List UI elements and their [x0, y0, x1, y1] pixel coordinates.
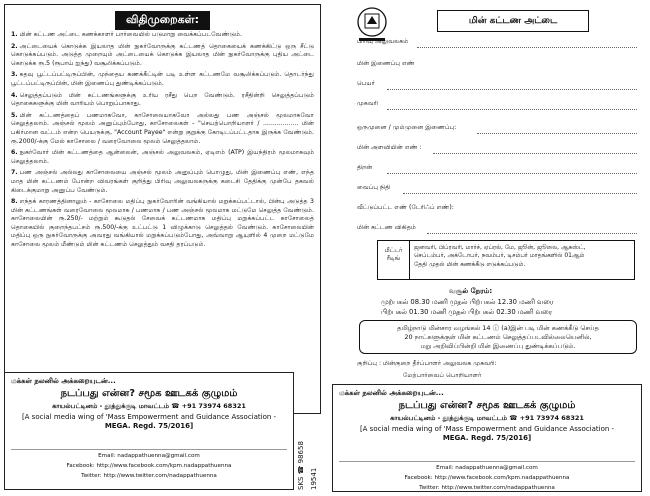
rule-number: 7.	[11, 169, 18, 177]
field-label: வீட்டுப்பட்ட எண் (டேரிஃப் எண்):	[357, 204, 454, 211]
note-label: குறிப்பு :	[357, 360, 382, 367]
rule-text: மின் கட்டண அட்டை கணக்காளர் பார்வையில் படுமாறு வைக்கப்படவேண்டும்.	[19, 31, 242, 38]
field-address	[357, 100, 637, 108]
rule-item	[11, 198, 314, 250]
rule-number: 3.	[11, 71, 18, 79]
disconnection-notice	[359, 320, 637, 354]
meter-reading-label: மீட்டர் ரீடிங்	[378, 241, 410, 279]
field-street-house	[357, 204, 637, 212]
promo-twitter: Twitter: http://www.twitter.com/nadappathuenna	[419, 485, 555, 491]
hours-title: வசூல் நேரம்:	[449, 287, 493, 295]
field-name	[357, 80, 637, 88]
rule-text: அட்டையைக் கொடுக்க இயலாத மின் நுகர்வோருக்கு கட்டணத் தொகையைக் கணக்கிட்டு ஒரு சீட்டு கொடுக்கப்படும். அடுத்த முறையும் அட்டையைக் கொடுக்க இயலாத மின் நுகர்வோருக்கு புதிய அட்டை கொடுக்க ரூ.5 (ரூபாய் ஐந்து) வசூலிக்கப்படும்.	[11, 42, 314, 67]
notice-line: தமிழ்நாடு மின்சார வழங்கல் 14 ⓘ (a)இன் படி மின் கணக்கீடு செய்த	[397, 324, 599, 332]
hours-afternoon: பிற்பகல் 01.30 மணி முதல் பிற்பகல் 02.30 மணி வரை	[381, 308, 553, 316]
rule-number: 6.	[11, 149, 18, 157]
rules-box	[4, 4, 321, 414]
meter-reading-months	[414, 244, 630, 269]
promo-head: மக்கள் நலனில் அக்கறையுடன்...	[11, 377, 116, 385]
field-label: முகவரி	[357, 100, 379, 107]
rule-number: 4.	[11, 91, 18, 99]
promo-reg: MEGA. Regd. 75/2016]	[104, 422, 194, 430]
notice-line: 20 நாட்களுக்குள் மின் கட்டணம் செலுத்தப்படவில்லையெனில்,	[404, 333, 592, 341]
rule-item	[11, 112, 314, 146]
promo-title: நடப்பது என்ன? சமூக ஊடகக் குழுமம்	[60, 388, 238, 399]
field-phase	[357, 124, 637, 132]
meter-reading-line: தேதி முதல் மின் கணக்கீடு எடுக்கப்படும்.	[414, 260, 526, 268]
rules-title-text: விதிமுறைகள்:	[115, 11, 210, 30]
rule-text: பண அஞ்சல் அல்லது காசோலையை அஞ்சல் மூலம் அனுப்பும் பொழுது, மின் இணைப்பு எண், எந்த மாத மின் கட்டணம் போன்ற விவரங்கள் குறித்து பிரிவு அலுவலகருக்கு கடைசி தேதிக்கு முன்பே தகவல் கிடைக்குமாறு அனுப்ப வேண்டும்.	[11, 169, 314, 194]
field-label: வைப்பு நிதி	[357, 184, 391, 191]
notice-line: மறு அறிவிப்பின்றி மின் இணைப்பு துண்டிக்கப்படும்.	[420, 342, 576, 350]
field-label: ஒருமுனை / மும்முனை இணைப்பு:	[357, 124, 457, 131]
field-capacity	[357, 164, 637, 172]
field-label: திறன்	[357, 164, 373, 171]
note-ombudsman	[357, 360, 637, 368]
promo-reg: MEGA. Regd. 75/2016]	[442, 434, 532, 442]
promo-location: காயல்பட்டினம் - தூத்துக்குடி மாவட்டம் ☎ +91 73974 68321	[390, 414, 584, 422]
promo-desc-line: [A social media wing of 'Mass Empowerment and Guidance Association -	[21, 413, 277, 421]
rule-item	[11, 149, 314, 166]
field-section-office	[357, 38, 637, 46]
field-label: மின் இணைப்பு எண்	[357, 60, 415, 67]
note-engineer: மேற்பார்வைப் பொறியாளர்	[403, 372, 482, 379]
promo-head: மக்கள் நலனில் அக்கறையுடன்...	[339, 389, 444, 397]
promo-divider	[11, 449, 287, 450]
rule-number: 8.	[11, 198, 18, 206]
meter-reading-box	[377, 240, 635, 280]
note-text: மின்குறை தீர்ப்பாளர் அலுவலக முகவரி:	[383, 360, 497, 367]
rule-text: நுகர்வோர் மின் கட்டணத்தை ஆன்லைன், அஞ்சல் அலுவலகம், ஏடிஎம் (ATP) இயந்திரம் மூலமாகவும் செலுத்தலாம்.	[11, 149, 314, 165]
field-deposit	[357, 184, 637, 192]
promo-facebook: Facebook: http://www.facebook.com/kpm.nadappathuenna	[66, 463, 232, 469]
rule-item	[11, 31, 314, 40]
bill-card-page	[325, 0, 650, 496]
promo-desc	[5, 413, 293, 431]
promo-box	[332, 384, 642, 492]
field-meter-no	[357, 144, 637, 152]
rules-list	[11, 31, 314, 253]
promo-email: Email: nadappathuenna@gmail.com	[436, 465, 538, 471]
promo-desc-line: [A social media wing of 'Mass Empowerment and Guidance Association -	[359, 425, 615, 433]
promo-facebook: Facebook: http://www.facebook.com/kpm.nadappathuenna	[404, 475, 570, 481]
rule-number: 1.	[11, 31, 18, 38]
hours-morning: முற்பகல் 08.30 மணி முதல் பிற்பகல் 12.30 மணி வரை	[381, 298, 554, 306]
field-label: பிரிவு அலுவலகம்	[357, 38, 409, 45]
print-code: SKS ☎ 98658	[297, 441, 305, 490]
field-label: மின் அளவியின் எண் :	[357, 144, 422, 151]
rule-item	[11, 43, 314, 69]
rule-number: 5.	[11, 111, 18, 119]
promo-contacts	[333, 463, 641, 493]
card-title: மின் கட்டண அட்டை	[437, 10, 589, 32]
promo-email: Email: nadappathuenna@gmail.com	[98, 453, 200, 459]
rule-number: 2.	[11, 42, 18, 50]
rule-text: மின் கட்டணத்தைப் பணமாகவோ, காசோலையாகவோ அல்லது பண அஞ்சல் மூலமாகவோ செலுத்தலாம். அஞ்சல் மூலம் அனுப்பும்போது, காசோலைகள் - "செயற்பொறியாளர் / .................. மின் பகிர்மான வட்டம் என்ற பெயருக்கு, "Account Payee" என்று குறுக்கு கோடிடப்பட்டதாக இருக்க வேண்டும். ரூ.2000/-க்கு மேல் காசோலை / வரைவோலை மூலம் செலுத்தலாம்.	[11, 111, 314, 145]
rule-text: செலுத்தப்படும் மின் கட்டணங்களுக்கு உரிய ரசீது பெற வேண்டும். ரசீதின்றி செலுத்தப்படும் தொகைகளுக்கு மின் வாரியம் பொறுப்பாகாது.	[11, 91, 314, 108]
rule-text: கதவு பூட்டப்பட்டிருப்பின், முந்தைய கணக்கீட்டின் படி உள்ள கட்டணமே வசூலிக்கப்படும். தொடர்ந்து பூட்டப்பட்டிருப்பின், மின் இணைப்பு துண்டிக்கப்படும்.	[11, 71, 314, 87]
print-code-number: 19541	[310, 467, 318, 490]
promo-box	[4, 372, 294, 490]
promo-twitter: Twitter: http://www.twitter.com/nadappathuenna	[81, 473, 217, 479]
promo-location: காயல்பட்டினம் - தூத்துக்குடி மாவட்டம் ☎ +91 73974 68321	[52, 402, 246, 410]
promo-contacts	[5, 451, 293, 481]
promo-divider	[339, 461, 635, 462]
promo-title: நடப்பது என்ன? சமூக ஊடகக் குழுமம்	[398, 400, 576, 411]
rule-item	[11, 71, 314, 88]
rules-title	[5, 8, 320, 26]
promo-desc	[333, 425, 641, 443]
rule-item	[11, 169, 314, 195]
field-connection-no	[357, 60, 637, 68]
rule-item	[11, 92, 314, 109]
meter-reading-line: செப்டம்பர், அக்டோபர், நவம்பர், டிசம்பர் மாதங்களில் 01ஆம்	[414, 252, 585, 260]
field-label: மின் கட்டண விகிதம்	[357, 224, 416, 231]
field-label: பெயர்	[357, 80, 375, 87]
meter-reading-line: ஜனவரி, பிப்ரவரி, மார்ச், ஏப்ரல், மே, ஜூன், ஜூலை, ஆகஸ்ட்,	[414, 244, 586, 251]
rule-text: எந்தக் காரணத்தினாலும் - காசோலை மதிப்பு நுகர்வோரின் வங்கியால் மறுக்கப்பட்டால், பின்பு அடுத்த 3 மின் கட்டணங்கள் வரைவோலை மூலமாக / பணமாக / பண அஞ்சல் மூலமாக மட்டுமே செலுத்த வேண்டும். காசோலையின் ரூ.250/- மற்றும் கூடுதல் சேவைக் கட்டணமாக மதிப்பு மறுக்கப்பட்ட காசோலைத் தொகையில் குறைந்தபட்சம் ரூ.500/-க்கு உட்பட்டு 1 விழுக்காடு செலுத்தல் வேண்டும். காசோலையின் மதிப்பு ஒரு நுகர்வோருக்கு அவரது வங்கியால் மறுக்கப்படும்போது, அவ்வாறு ஆயுளில் 4 முறை மட்டுமே காசோலை மூலம் மீண்டும் மின் கட்டணம் செலுத்தும் வசதி தரப்படும்.	[11, 198, 314, 249]
field-tariff	[357, 224, 637, 232]
